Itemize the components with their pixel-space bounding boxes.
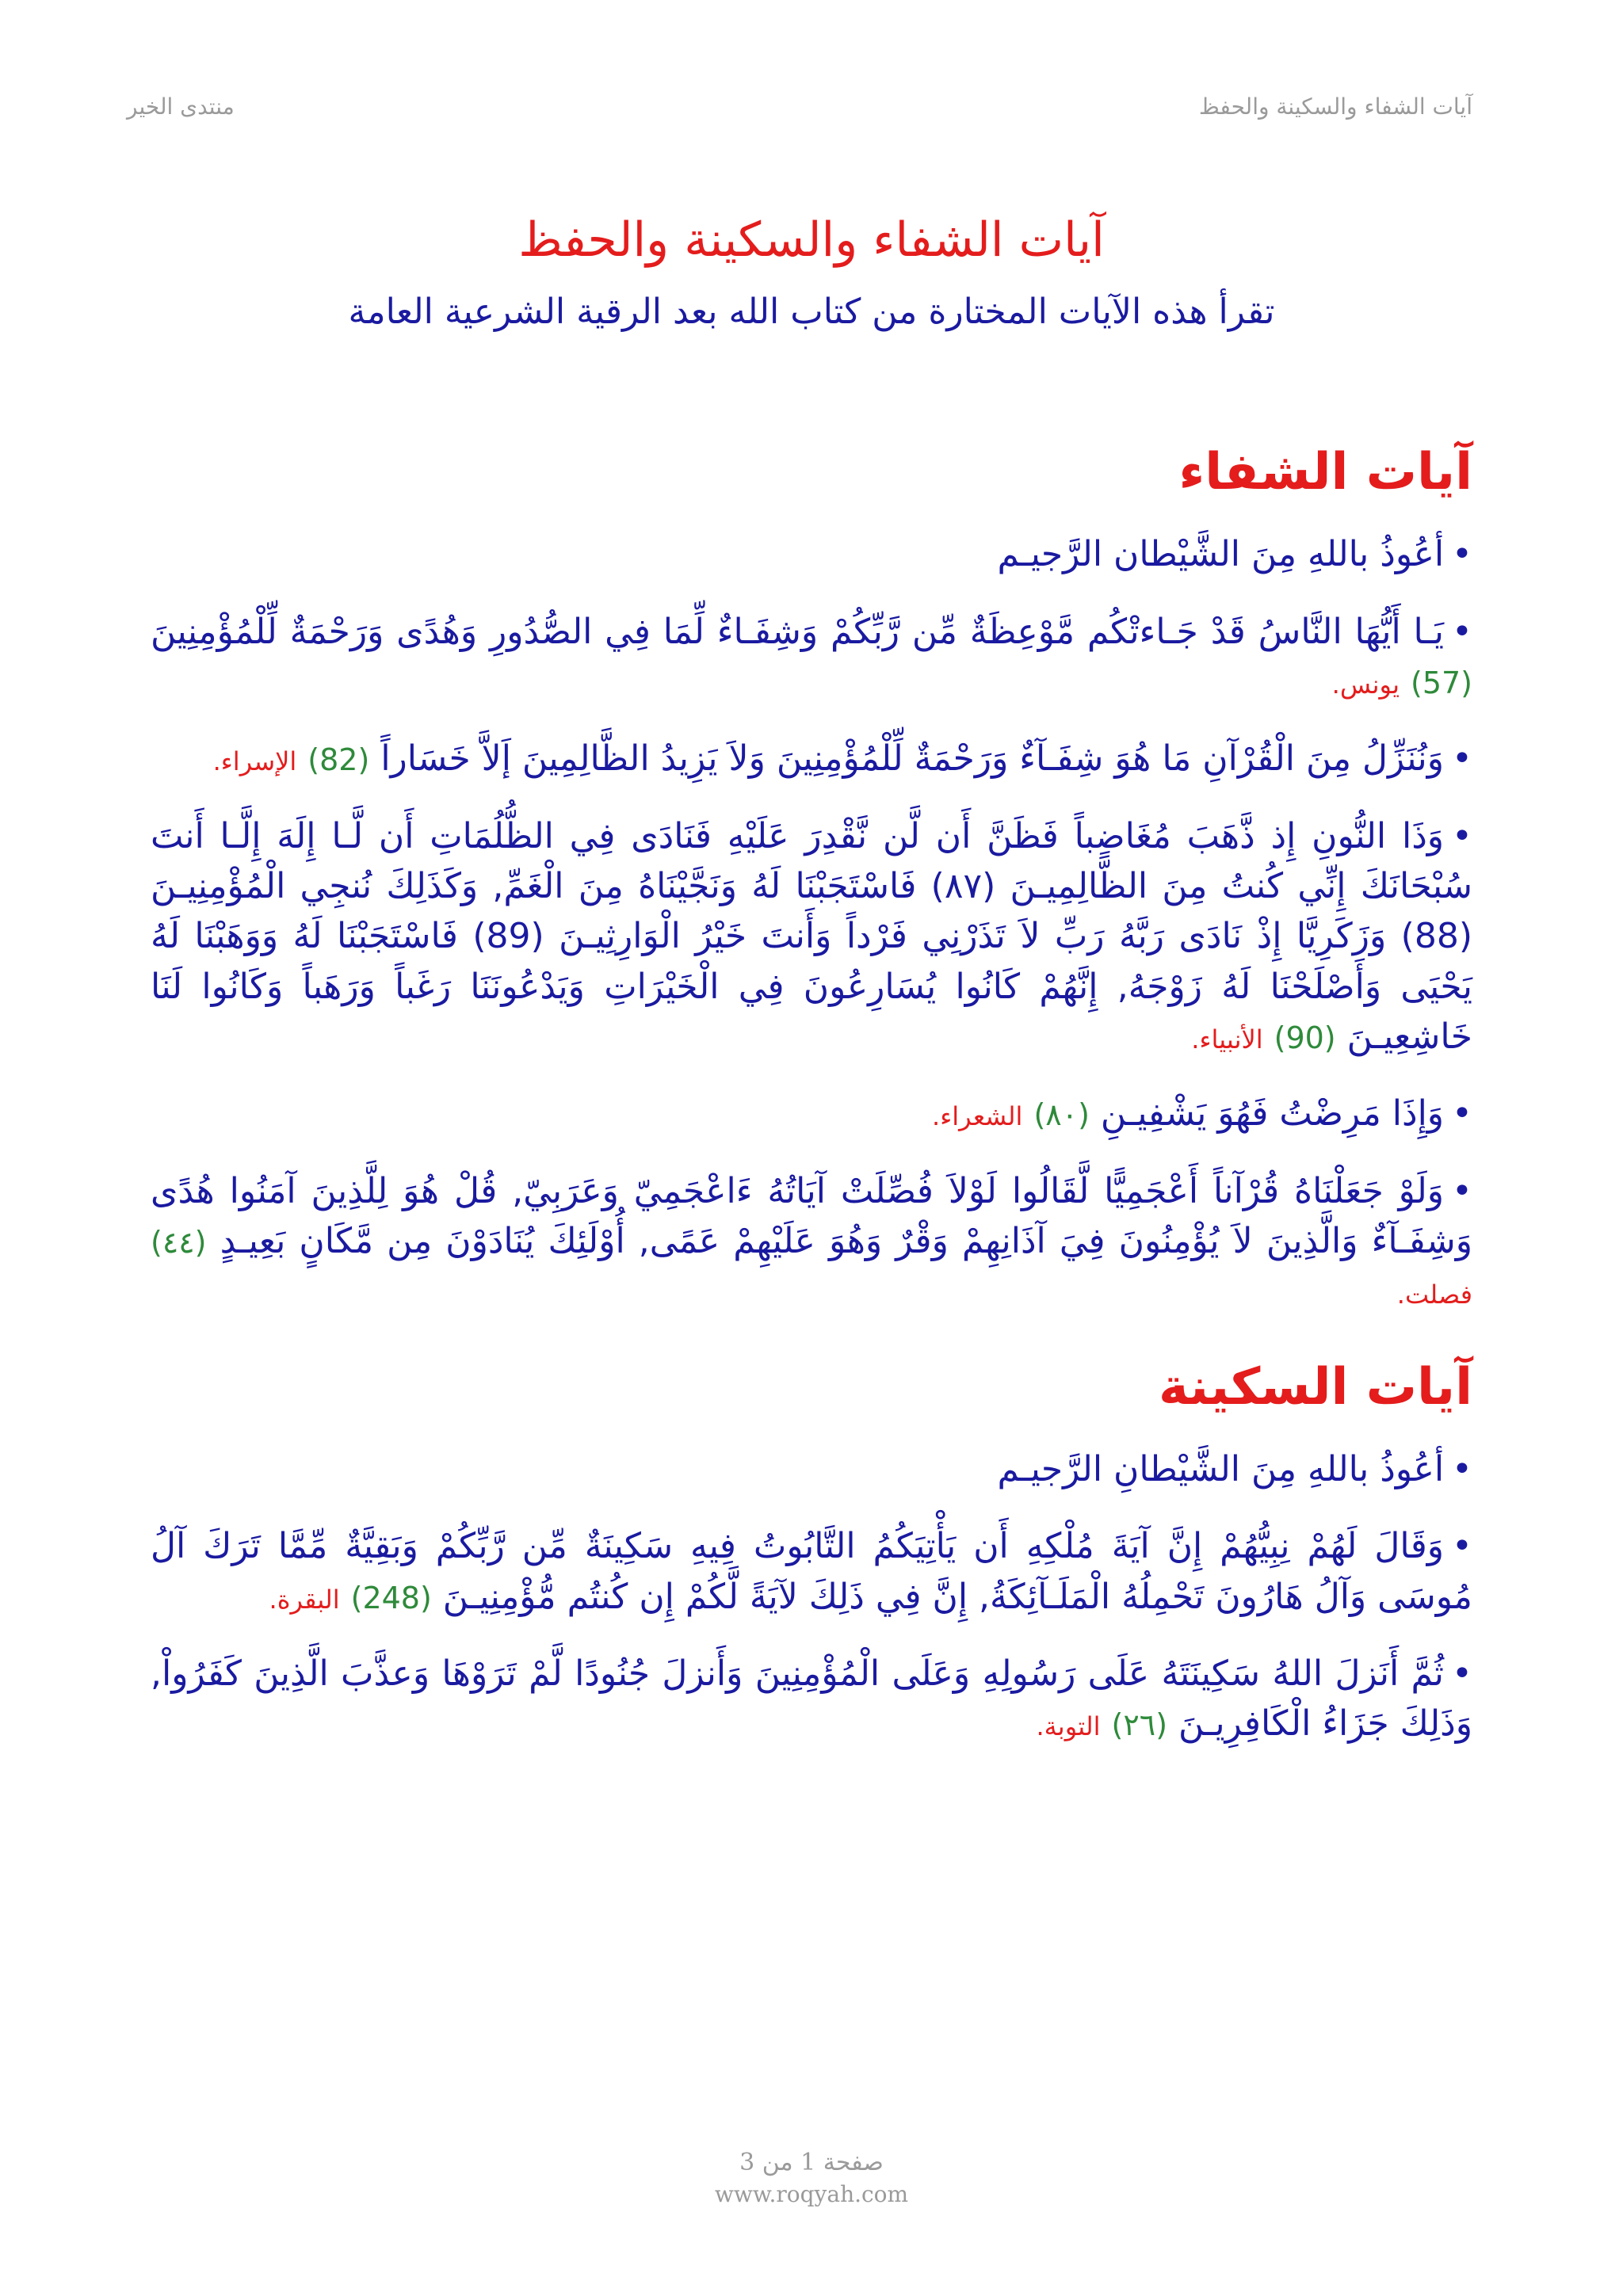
website-url[interactable]: www.roqyah.com xyxy=(714,2181,909,2207)
running-header xyxy=(127,93,1472,120)
verse-text: أعُوذُ باللهِ مِنَ الشَّيْطان الرَّجيـم xyxy=(997,534,1445,575)
surah-name: الشعراء. xyxy=(932,1101,1023,1132)
bullet-icon: • xyxy=(1452,1170,1472,1211)
surah-name: التوبة. xyxy=(1036,1711,1101,1742)
list-item xyxy=(151,1444,1472,1494)
header-forum-name: منتدى الخير xyxy=(127,93,235,120)
surah-name: البقرة. xyxy=(269,1584,340,1615)
verse-text: يَـا أَيُّهَا النَّاسُ قَدْ جَـاءتْكُم مَّوْعِظَةٌ مِّن رَّبِّكُمْ وَشِفَـاءٌ لِّمَا فِي الصُّدُورِ وَهُدًى وَرَحْمَةٌ لِّلْمُؤْمِنِينَ xyxy=(151,611,1445,652)
page-footer xyxy=(0,2149,1623,2207)
verse-number: (٤٤) xyxy=(151,1225,207,1261)
document-title: آيات الشفاء والسكينة والحفظ xyxy=(518,212,1105,268)
list-item xyxy=(151,529,1472,579)
bullet-icon: • xyxy=(1452,1449,1472,1490)
verse-text: وَإِذَا مَرِضْتُ فَهُوَ يَشْفِيـنِ xyxy=(1100,1093,1445,1135)
surah-name: الأنبياء. xyxy=(1191,1024,1263,1055)
verse-number: (٨٠) xyxy=(1033,1097,1090,1133)
list-item xyxy=(151,734,1472,784)
healing-verses-list xyxy=(151,529,1472,1317)
verse-text: وَذَا النُّونِ إِذ ذَّهَبَ مُغَاضِباً فَظَنَّ أَن لَّن نَّقْدِرَ عَلَيْهِ فَنَادَى فِي الظُّلُمَاتِ أَن لَّـا إِلَهَ إِلَّـا أَنتَ سُبْحَانَكَ إِنِّي كُنتُ مِنَ الظَّالِمِيـنَ (٨٧) فَاسْتَجَبْنَا لَهُ وَنَجَّيْنَاهُ مِنَ الْغَمِّ, وَكَذَلِكَ نُنجِي الْمُؤْمِنِيـنَ (88) وَزَكَرِيَّا إِذْ نَادَى رَبَّهُ رَبِّ لاَ تَذَرْنِي فَرْداً وَأَنتَ خَيْرُ الْوَارِثِيـنَ (89) فَاسْتَجَبْنَا لَهُ وَوَهَبْنَا لَهُ يَحْيَى وَأَصْلَحْنَا لَهُ زَوْجَهُ, إِنَّهُمْ كَانُوا يُسَارِعُونَ فِي الْخَيْرَاتِ وَيَدْعُونَنَا رَغَباً وَرَهَباً وَكَانُوا لَنَا خَاشِعِيـنَ xyxy=(151,815,1472,1058)
surah-name: الإسراء. xyxy=(212,746,297,777)
bullet-icon: • xyxy=(1452,611,1472,652)
verse-text: وَلَوْ جَعَلْنَاهُ قُرْآناً أَعْجَمِيًّا لَّقَالُوا لَوْلاَ فُصِّلَتْ آيَاتُهُ ءَاعْجَمِيّ وَعَرَبِيّ, قُلْ هُوَ لِلَّذِينَ آمَنُوا هُدًى وَشِفَـآءٌ وَالَّذِينَ لاَ يُؤْمِنُونَ فِيَ آذَانِهِمْ وَقْرٌ وَهُوَ عَلَيْهِمْ عَمًى, أُوْلَئِكَ يُنَادَوْنَ مِن مَّكَانٍ بَعِيـدٍ xyxy=(151,1170,1472,1262)
section-title-tranquility: آيات السكينة xyxy=(1159,1357,1472,1417)
verse-number: (90) xyxy=(1274,1020,1336,1056)
bullet-icon: • xyxy=(1452,1653,1472,1695)
verse-text: ثُمَّ أَنَزلَ اللهُ سَكِينَتَهُ عَلَى رَسُولِهِ وَعَلَى الْمُؤْمِنِينَ وَأَنزلَ جُنُودًا لَّمْ تَرَوْهَا وَعذَّبَ الَّذِينَ كَفَرُواْ, وَذَلِكَ جَزَاءُ الْكَافِرِيـنَ xyxy=(151,1653,1472,1745)
bullet-icon: • xyxy=(1452,1093,1472,1135)
section-title-healing: آيات الشفاء xyxy=(1178,443,1472,502)
list-item xyxy=(151,607,1472,707)
surah-name: فصلت. xyxy=(1396,1279,1472,1310)
document-body xyxy=(151,440,1472,1776)
list-item xyxy=(151,1649,1472,1749)
bullet-icon: • xyxy=(1452,738,1472,780)
verse-text: أعُوذُ باللهِ مِنَ الشَّيْطانِ الرَّجيـم xyxy=(997,1449,1445,1490)
list-item xyxy=(151,811,1472,1062)
bullet-icon: • xyxy=(1452,534,1472,575)
page-number: صفحة 1 من 3 xyxy=(739,2149,884,2176)
verse-number: (٢٦) xyxy=(1111,1707,1168,1743)
bullet-icon: • xyxy=(1452,815,1472,856)
verse-number: (82) xyxy=(307,742,370,778)
header-document-name: آيات الشفاء والسكينة والحفظ xyxy=(1198,93,1472,120)
verse-number: (57) xyxy=(1410,665,1472,700)
bullet-icon: • xyxy=(1452,1526,1472,1567)
list-item xyxy=(151,1166,1472,1317)
list-item xyxy=(151,1089,1472,1138)
surah-name: يونس. xyxy=(1331,669,1400,700)
verse-text: وَقَالَ لَهُمْ نِبِيُّهُمْ إِنَّ آيَةَ مُلْكِهِ أَن يَأْتِيَكُمُ التَّابُوتُ فِيهِ سَكِينَةٌ مِّن رَّبِّكُمْ وَبَقِيَّةٌ مِّمَّا تَرَكَ آلُ مُوسَى وَآلُ هَارُونَ تَحْمِلُهُ الْمَلَـآئِكَةُ, إِنَّ فِي ذَلِكَ لآيَةً لَّكُمْ إِن كُنتُم مُّؤْمِنِيـنَ xyxy=(151,1526,1472,1617)
verse-number: (248) xyxy=(350,1580,432,1615)
document-subtitle: تقرأ هذه الآيات المختارة من كتاب الله بعد الرقية الشرعية العامة xyxy=(348,292,1275,332)
list-item xyxy=(151,1521,1472,1622)
tranquility-verses-list xyxy=(151,1444,1472,1749)
verse-text: وَنُنَزِّلُ مِنَ الْقُرْآنِ مَا هُوَ شِفَـآءٌ وَرَحْمَةٌ لِّلْمُؤْمِنِينَ وَلاَ يَزِيدُ الظَّالِمِينَ إَلاَّ خَسَاراً xyxy=(380,738,1445,780)
